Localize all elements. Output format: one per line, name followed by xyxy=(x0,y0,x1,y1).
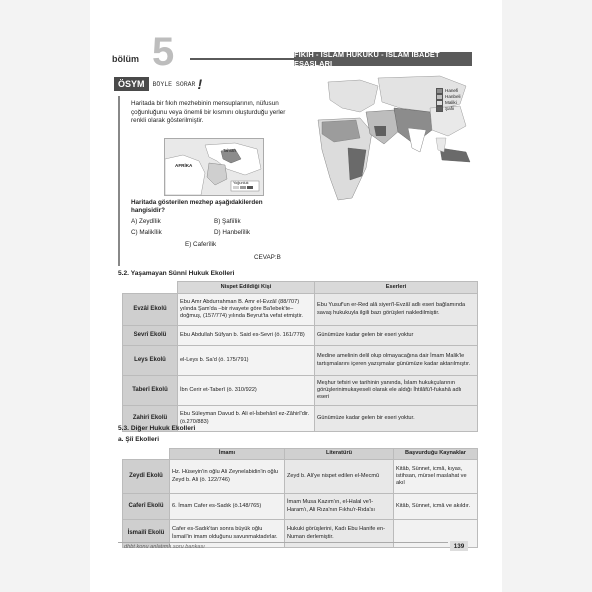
school-name: Sevrî Ekolü xyxy=(123,326,178,346)
school-works: Meşhur tefsiri ve tarihinin yanında, İslam hukukçularının görüşlerinimukayeseli olarak ele aldığı İhtilâfü'l-fukahâ adlı eseri xyxy=(315,376,478,406)
school-imam: Cafer es-Sadık'tan sonra büyük oğlu İsmail'in imam olduğunu savunmaktadırlar. xyxy=(170,520,285,548)
page-number: 139 xyxy=(450,541,468,551)
subsection-title: a. Şiî Ekolleri xyxy=(118,436,160,443)
school-literature: Zeyd b. Ali'ye nispet edilen el-Mecmû xyxy=(285,460,394,494)
table-row xyxy=(123,326,478,346)
school-literature: İmam Musa Kazım'ın, el-Halal ve'l-Haram'ı, Ali Rıza'nın Fıkhu'r-Rıda'sı xyxy=(285,494,394,520)
school-name: Taberî Ekolü xyxy=(123,376,178,406)
table-header-cell: Başvurduğu Kaynaklar xyxy=(394,449,478,460)
osym-sub: BÖYLE SORAR xyxy=(152,80,196,88)
table-row xyxy=(123,460,478,494)
answer-label: CEVAP:B xyxy=(254,254,281,261)
chapter-number: 5 xyxy=(152,30,175,74)
world-map-legend xyxy=(436,88,474,112)
legend-label: Maliki xyxy=(445,100,457,105)
map-label-africa: AFRİKA xyxy=(175,163,193,168)
legend-label: Hanbeli xyxy=(445,94,461,99)
section-title-5-3: 5.3. Diğer Hukuk Ekolleri xyxy=(118,425,196,432)
option-a: A) Zeydîlik xyxy=(131,218,161,225)
school-works: Günümüze kadar gelen bir eseri yoktur. xyxy=(315,406,478,432)
table-header-cell xyxy=(123,449,170,460)
legend-swatch xyxy=(436,106,443,112)
table-row xyxy=(123,494,478,520)
map-label-yogunluk: Yoğunluk xyxy=(233,181,249,185)
school-name: Leys Ekolü xyxy=(123,346,178,376)
school-sources: Kitâb, Sünnet, icmâ ve akıldır. xyxy=(394,494,478,520)
school-person: el-Leys b. Sa'd (ö. 175/791) xyxy=(178,346,315,376)
school-person: Ebu Abdullah Süfyan b. Said es-Sevri (ö. 161/778) xyxy=(178,326,315,346)
table-header-cell: İmamı xyxy=(170,449,285,460)
legend-label: Şafii xyxy=(445,106,454,111)
legend-item xyxy=(436,106,474,112)
table-row xyxy=(123,376,478,406)
school-name: Zeydî Ekolü xyxy=(123,460,170,494)
chapter-label: bölüm xyxy=(112,54,139,64)
school-name: Evzâî Ekolü xyxy=(123,294,178,326)
shia-schools-table xyxy=(122,448,478,548)
table-header-row xyxy=(123,282,478,294)
school-person: İbn Cerir et-Taberî (ö. 310/922) xyxy=(178,376,315,406)
table-header-cell xyxy=(123,282,178,294)
option-e: E) Caferîlik xyxy=(185,241,217,248)
chapter-title: FIKIH - İSLAM HUKUKU - İSLAM İBADET ESASLARI xyxy=(294,52,472,66)
school-literature: Hukuki görüşlerini, Kadı Ebu Hanife en-Numan derlemiştir. xyxy=(285,520,394,548)
osym-tag: ÖSYM xyxy=(114,77,149,91)
table-header-cell: Literatürü xyxy=(285,449,394,460)
school-works: Günümüze kadar gelen bir eseri yoktur xyxy=(315,326,478,346)
school-name: Zahirî Ekolü xyxy=(123,406,178,432)
map-label-tahran: Tahran xyxy=(223,148,236,153)
question-prompt: Haritada gösterilen mezhep aşağıdakilerden hangisidir? xyxy=(131,199,263,215)
school-person: Ebu Süleyman Davud b. Ali el-İsbehânî ez-Zâhirî'dir. (ö.270/883) xyxy=(178,406,315,432)
school-sources: Kitâb, Sünnet, icmâ, kıyas, istihsan, mürsel maslahat ve akıl xyxy=(394,460,478,494)
school-works: Medine amelinin delil olup olmayacağına dair İmam Malik'le tartışmalarını içeren yazışmalar günümüze kadar aktarılmıştır. xyxy=(315,346,478,376)
school-person: Ebu Amr Abdurrahman B. Amr el-Evzâî (88/707) yılında Şam'da –bir rivayete göre Ba'lebek'te– doğmuş, (157/774) yılında Beyrut'ta vefat etmiştir. xyxy=(178,294,315,326)
school-imam: 6. İmam Cafer es-Sadık (ö.148/765) xyxy=(170,494,285,520)
table-header-cell: Nispet Edildiği Kişi xyxy=(178,282,315,294)
school-name: Caferî Ekolü xyxy=(123,494,170,520)
school-works: Ebu Yusuf'un er-Red alâ siyeri'l-Evzâî adlı eseri bağlamında savaş hukukuyla ilgili bazı görüşleri nakledilmiştir. xyxy=(315,294,478,326)
osym-badge xyxy=(114,76,202,92)
sunni-schools-table xyxy=(122,281,478,432)
footer-book-title: dhbt konu anlatımlı soru bankası xyxy=(124,544,205,550)
section-title-5-2: 5.2. Yaşamayan Sünnî Hukuk Ekolleri xyxy=(118,270,235,277)
table-row xyxy=(123,346,478,376)
table-header-cell: Eserleri xyxy=(315,282,478,294)
legend-label: Hanefi xyxy=(445,88,459,93)
question-text: Haritada bir fıkıh mezhebinin mensuplarının, nüfusun çoğunluğunu veya önemli bir kısmını oluşturduğu yerler renkli olarak gösterilmiştir. xyxy=(131,100,286,125)
option-c: C) Malikîlik xyxy=(131,229,162,236)
table-row xyxy=(123,294,478,326)
school-name: İsmailî Ekolü xyxy=(123,520,170,548)
school-imam: Hz. Hüseyin'in oğlu Ali Zeynelabidin'in oğlu Zeyd b. Ali (ö. 122/746) xyxy=(170,460,285,494)
question-map xyxy=(164,138,264,196)
header-rule xyxy=(190,58,294,60)
table-header-row xyxy=(123,449,478,460)
option-d: D) Hanbelîlik xyxy=(214,229,251,236)
footer-rule xyxy=(118,542,448,543)
exclamation-icon: ! xyxy=(197,76,203,92)
option-b: B) Şafiîlik xyxy=(214,218,241,225)
